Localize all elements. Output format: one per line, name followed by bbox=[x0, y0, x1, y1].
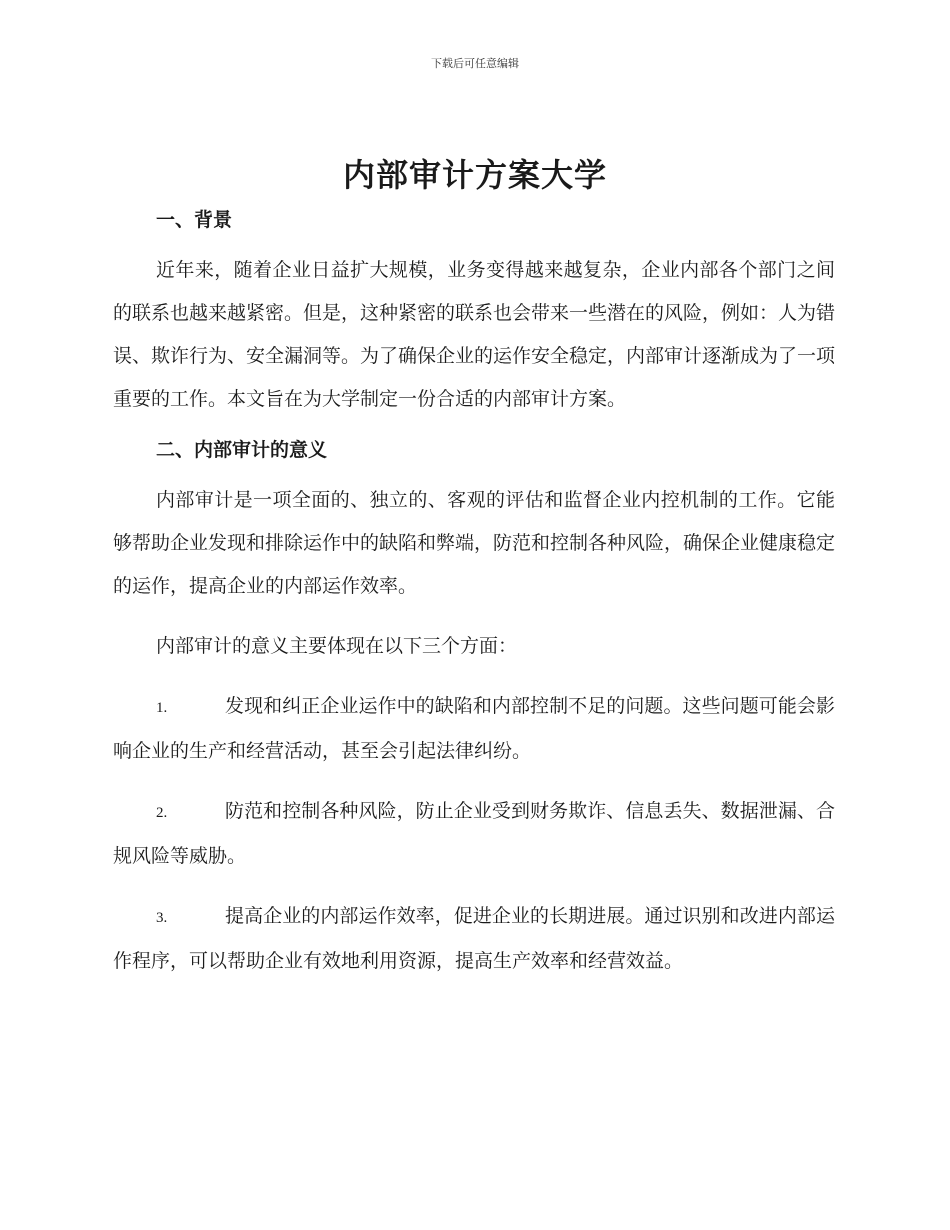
document-title: 内部审计方案大学 bbox=[342, 156, 607, 194]
list-item bbox=[113, 790, 835, 878]
list-number: 1. bbox=[156, 700, 168, 716]
section-heading-background: 一、背景 bbox=[156, 209, 233, 231]
header-note: 下载后可任意编辑 bbox=[431, 57, 519, 70]
list-item-text: 发现和纠正企业运作中的缺陷和内部控制不足的问题。这些问题可能会影响企业的生产和经营活动，甚至会引起法律纠纷。 bbox=[113, 695, 835, 762]
list-item bbox=[113, 685, 835, 773]
list-item bbox=[113, 895, 835, 983]
document-body bbox=[113, 202, 835, 983]
list-item-text: 提高企业的内部运作效率，促进企业的长期进展。通过识别和改进内部运作程序，可以帮助企业有效地利用资源，提高生产效率和经营效益。 bbox=[113, 905, 835, 972]
significance-intro: 内部审计的意义主要体现在以下三个方面： bbox=[156, 635, 518, 657]
background-paragraph: 近年来，随着企业日益扩大规模，业务变得越来越复杂，企业内部各个部门之间的联系也越来越紧密。但是，这种紧密的联系也会带来一些潜在的风险，例如：人为错误、欺诈行为、安全漏洞等。为了确保企业的运作安全稳定，内部审计逐渐成为了一项重要的工作。本文旨在为大学制定一份合适的内部审计方案。 bbox=[113, 259, 836, 410]
list-item-text: 防范和控制各种风险，防止企业受到财务欺诈、信息丢失、数据泄漏、合规风险等威胁。 bbox=[113, 800, 835, 867]
significance-paragraph: 内部审计是一项全面的、独立的、客观的评估和监督企业内控机制的工作。它能够帮助企业发现和排除运作中的缺陷和弊端，防范和控制各种风险，确保企业健康稳定的运作，提高企业的内部运作效率。 bbox=[113, 489, 836, 597]
list-number: 3. bbox=[156, 910, 168, 926]
section-heading-significance: 二、内部审计的意义 bbox=[156, 439, 328, 461]
list-number: 2. bbox=[156, 805, 168, 821]
